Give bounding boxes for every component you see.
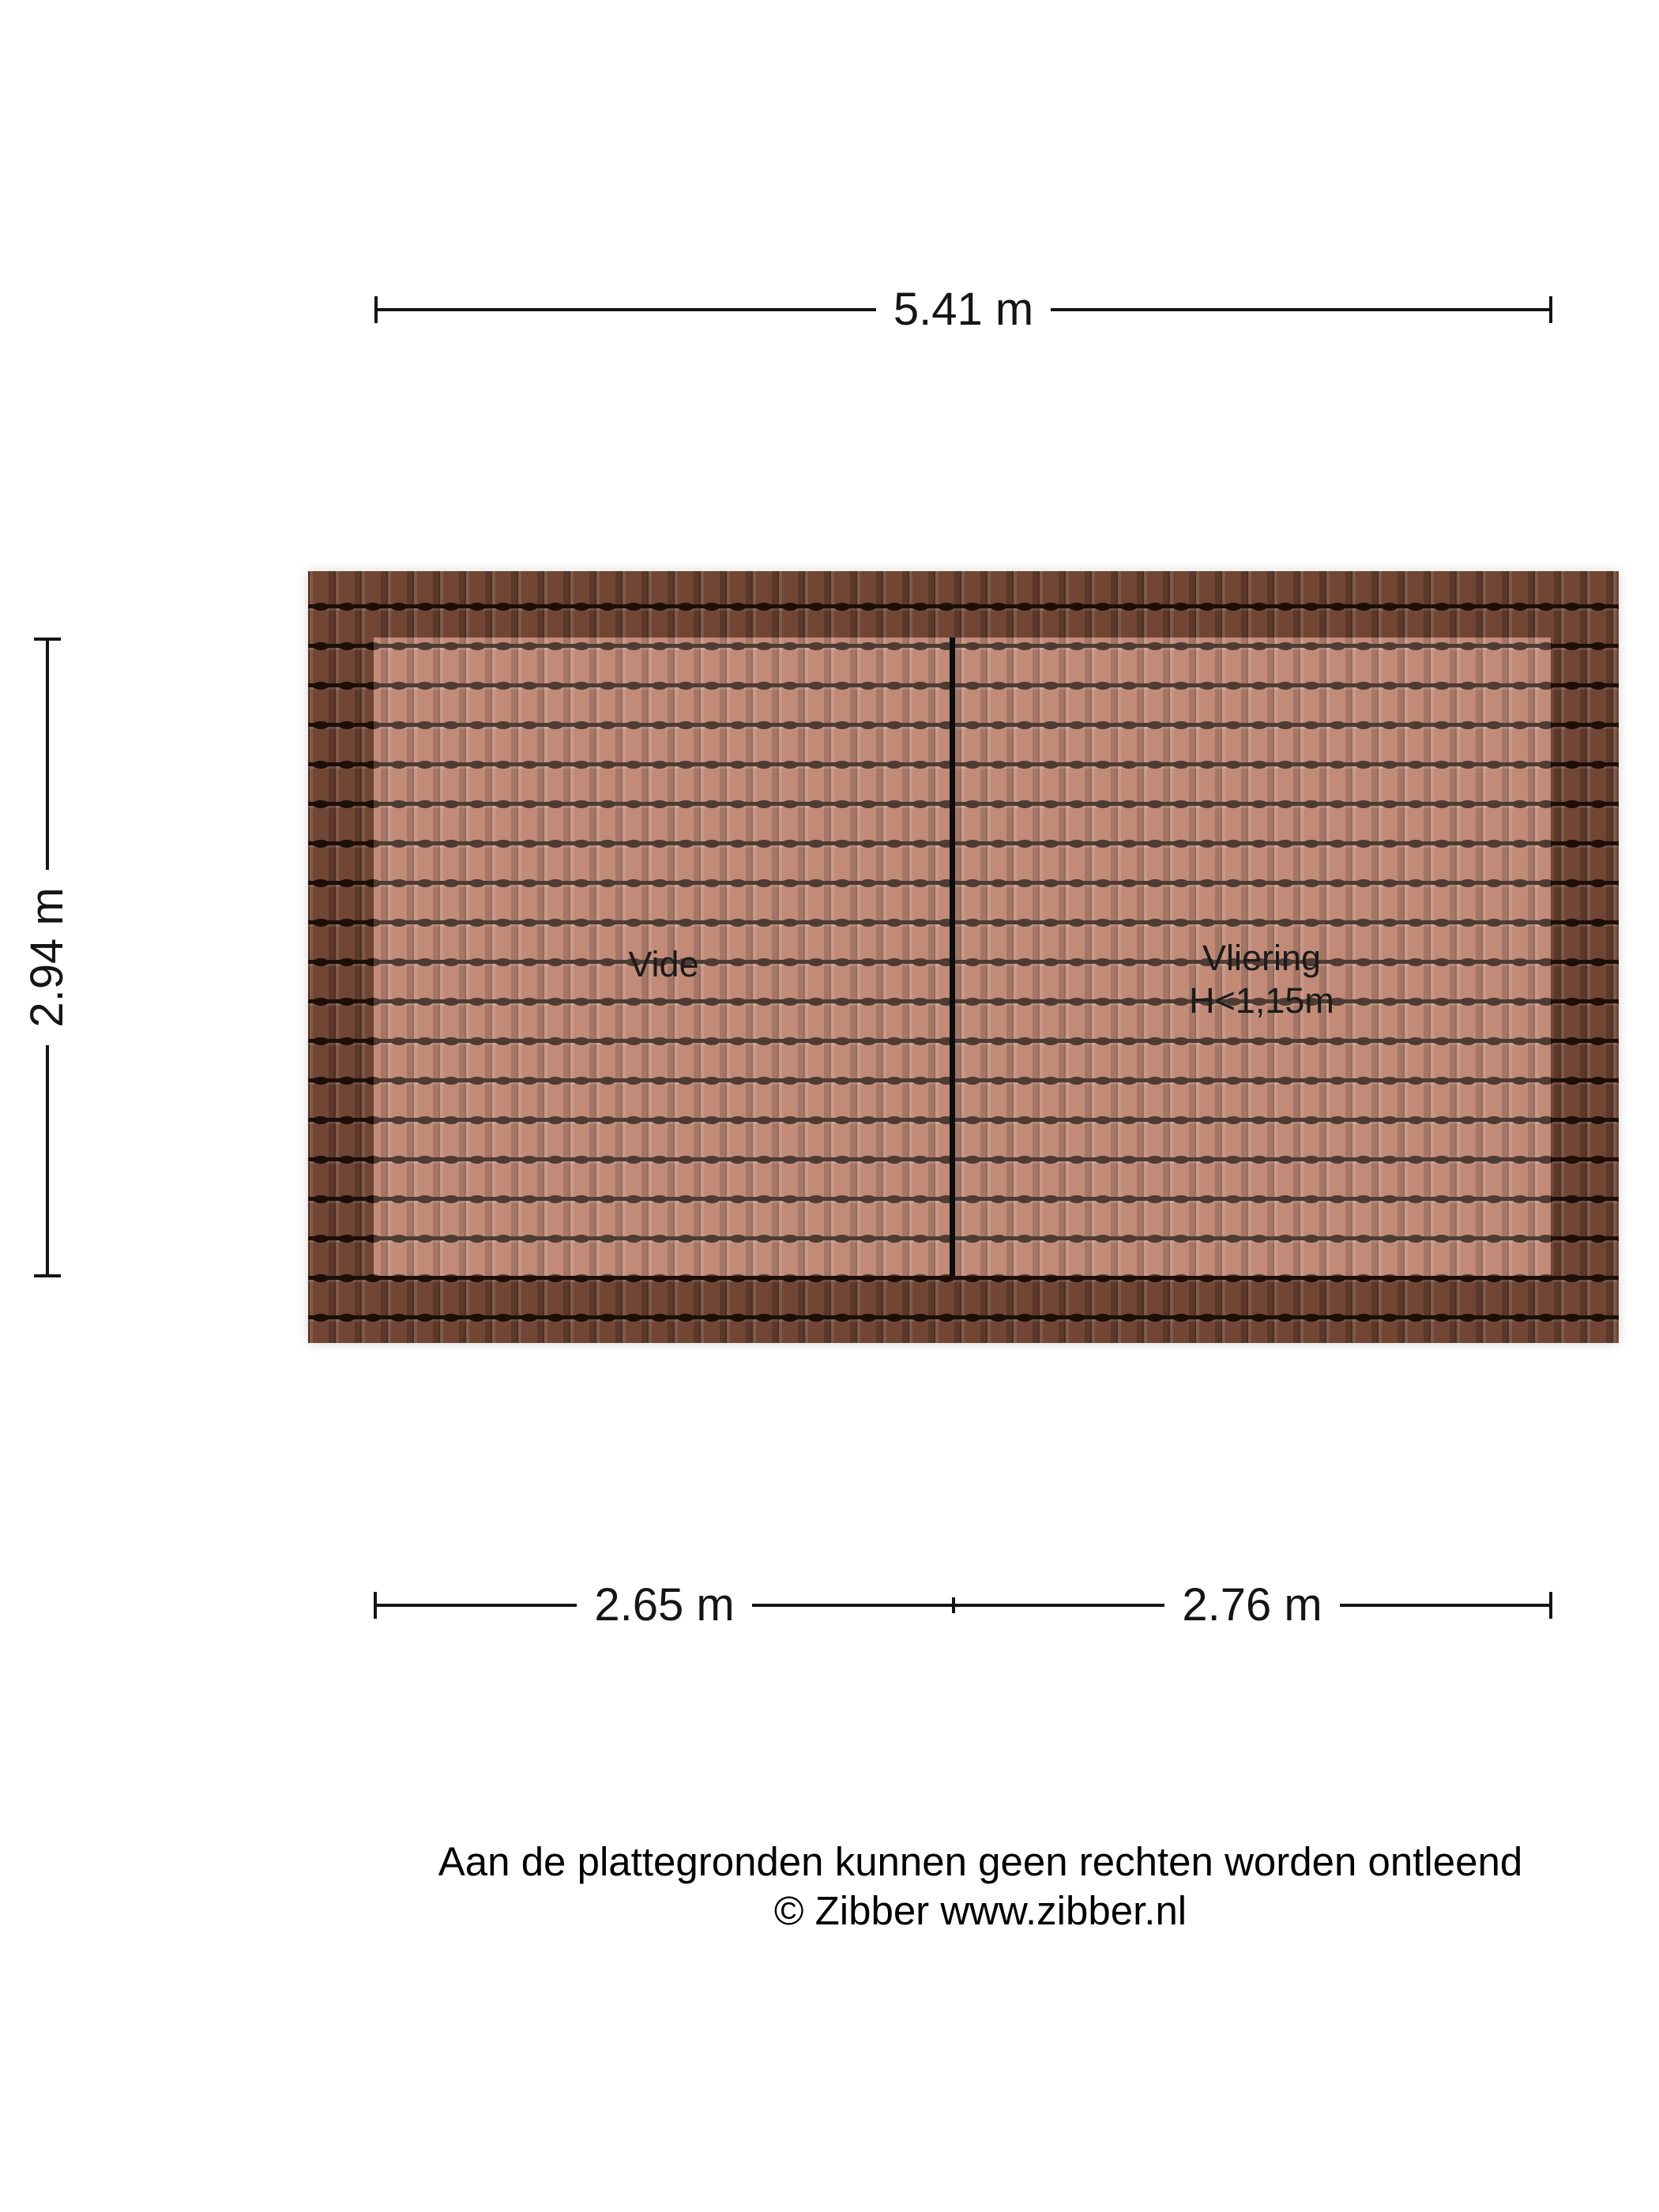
dimension-line (1340, 1604, 1549, 1607)
dimension-label-vide-width: 2.65 m (577, 1582, 751, 1629)
dimension-tick (34, 1274, 61, 1277)
dimension-label-total-width: 5.41 m (876, 286, 1051, 333)
dimension-label-total-depth: 2.94 m (24, 870, 71, 1044)
dimension-segment-vliering (955, 1579, 1552, 1631)
dimension-label-vliering-width: 2.76 m (1164, 1582, 1339, 1629)
dimension-tick (1549, 296, 1552, 323)
dimension-top-width (374, 286, 1552, 333)
dimension-line (955, 1604, 1164, 1607)
dimension-segment-vide (374, 1579, 952, 1631)
footer (309, 1838, 1652, 1936)
room-label-vliering-height-note: H<1,15m (1189, 980, 1334, 1021)
dimension-bottom-widths (374, 1579, 1552, 1631)
dimension-line (46, 641, 49, 870)
dimension-tick (1549, 1592, 1552, 1619)
room-label-vliering (1104, 937, 1420, 1022)
dimension-left-depth (21, 638, 73, 1277)
dimension-line (752, 1604, 952, 1607)
dimension-tick (34, 638, 61, 641)
room-divider-wall (950, 638, 955, 1276)
dimension-line (1051, 308, 1549, 311)
roof-area (308, 571, 1619, 1343)
dimension-line (378, 308, 876, 311)
dimension-line (46, 1045, 49, 1274)
footer-disclaimer: Aan de plattegronden kunnen geen rechten worden ontleend (438, 1839, 1523, 1884)
room-label-vliering-name: Vliering (1202, 938, 1322, 978)
footer-credit: © Zibber www.zibber.nl (773, 1888, 1187, 1933)
dimension-line (377, 1604, 577, 1607)
room-label-vide: Vide (628, 944, 699, 984)
